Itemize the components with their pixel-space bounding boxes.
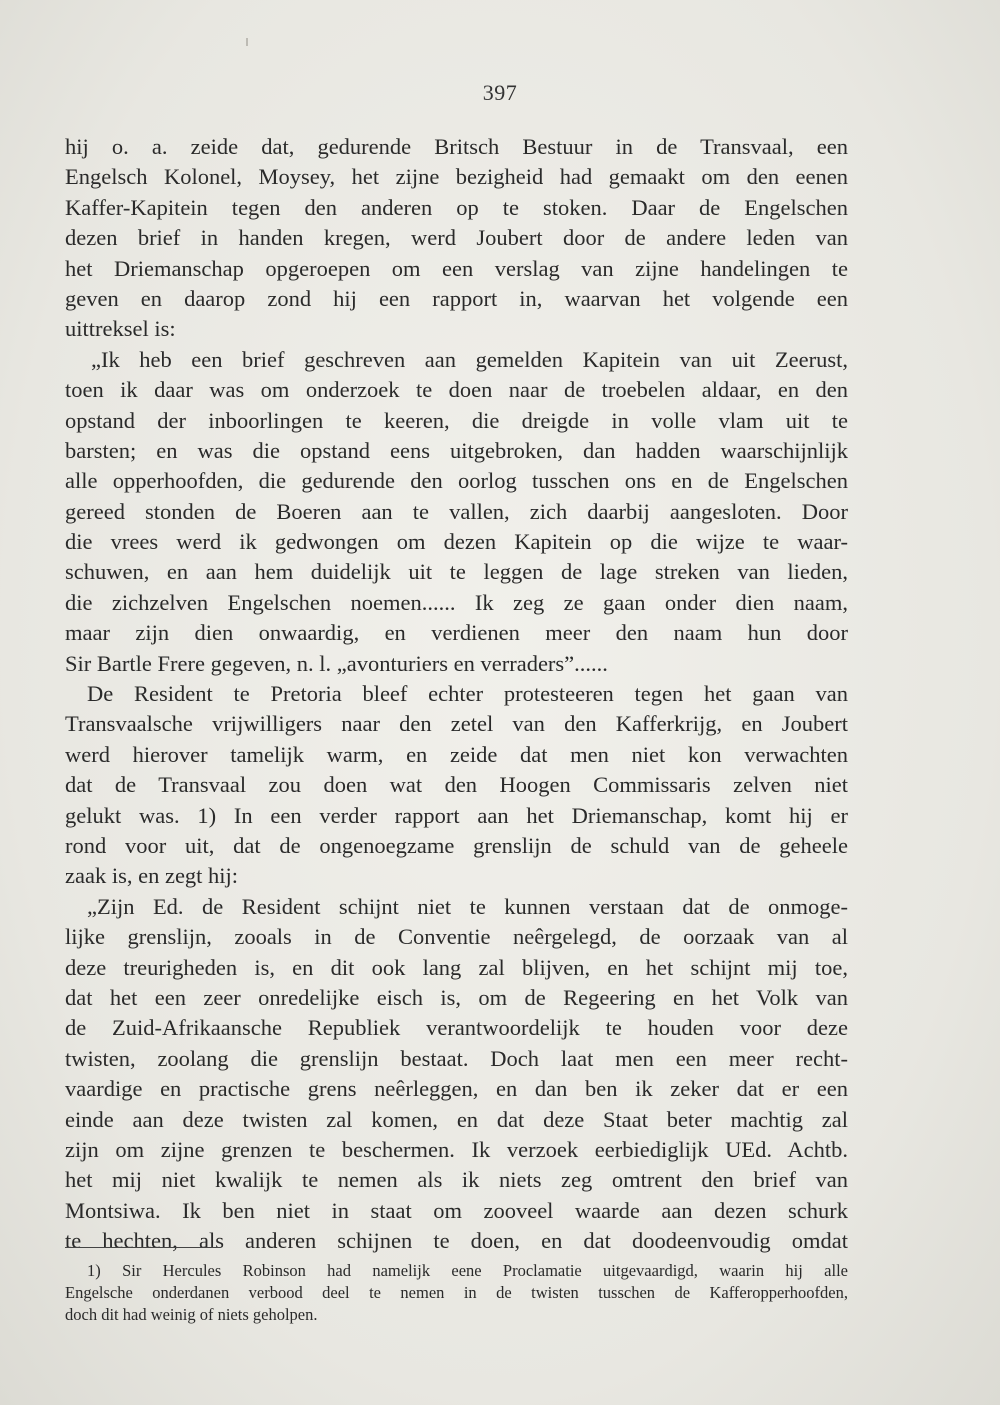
- text-line: opstand der inboorlingen te keeren, die dreigde in volle vlam uit te: [65, 407, 848, 433]
- text-line: de Zuid-Afrikaansche Republiek verantwoordelijk te houden voor deze: [65, 1015, 848, 1041]
- text-line: Engelsch Kolonel, Moysey, het zijne bezigheid had gemaakt om den eenen: [65, 164, 848, 190]
- footnote-line: Engelsche onderdanen verbood deel te nemen in de twisten tusschen de Kafferopperhoofden,: [65, 1283, 848, 1302]
- text-line: geven en daarop zond hij een rapport in, waarvan het volgende een: [65, 285, 848, 311]
- text-line: „Ik heb een brief geschreven aan gemelden Kapitein van uit Zeerust,: [91, 346, 848, 372]
- text-line: zijn om zijne grenzen te beschermen. Ik verzoek eerbiediglijk UEd. Achtb.: [65, 1136, 848, 1162]
- text-line: gelukt was. 1) In een verder rapport aan het Driemanschap, komt hij er: [65, 802, 848, 828]
- text-line: zaak is, en zegt hij:: [65, 863, 239, 889]
- text-line: hij o. a. zeide dat, gedurende Britsch Bestuur in de Transvaal, een: [65, 134, 848, 159]
- text-line: toen ik daar was om onderzoek te doen naar de troebelen aldaar, en den: [65, 377, 848, 403]
- text-line: De Resident te Pretoria bleef echter protesteeren tegen het gaan van: [87, 681, 848, 707]
- footnotes: [65, 1260, 848, 1326]
- text-line: twisten, zoolang die grenslijn bestaat. Doch laat men een meer recht-: [65, 1045, 848, 1071]
- text-line: „Zijn Ed. de Resident schijnt niet te kunnen verstaan dat de onmoge-: [87, 893, 848, 919]
- body-text: [65, 132, 848, 1256]
- text-line: dat het een zeer onredelijke eisch is, om de Regeering en het Volk van: [65, 984, 848, 1010]
- text-line: werd hierover tamelijk warm, en zeide dat men niet kon verwachten: [65, 741, 848, 767]
- text-line: vaardige en practische grens neêrleggen, en dan ben ik zeker dat er een: [65, 1076, 848, 1102]
- page-number: 397: [482, 80, 518, 105]
- paper-speck: [246, 38, 248, 46]
- text-line: alle opperhoofden, die gedurende den oorlog tusschen ons en de Engelschen: [65, 468, 848, 494]
- text-line: uittreksel is:: [65, 316, 176, 342]
- text-line: Transvaalsche vrijwilligers naar den zetel van den Kafferkrijg, en Joubert: [65, 711, 848, 737]
- footnote-line: 1) Sir Hercules Robinson had namelijk eene Proclamatie uitgevaardigd, waarin hij alle: [87, 1261, 848, 1280]
- text-line: maar zijn dien onwaardig, en verdienen meer den naam hun door: [65, 620, 848, 646]
- text-line: die zichzelven Engelschen noemen...... Ik zeg ze gaan onder dien naam,: [65, 589, 848, 615]
- text-line: deze treurigheden is, en dit ook lang zal blijven, en het schijnt mij toe,: [65, 954, 848, 980]
- text-line: barsten; en was die opstand eens uitgebroken, dan hadden waarschijnlijk: [65, 437, 848, 463]
- text-line: schuwen, en aan hem duidelijk uit te leggen de lage streken van lieden,: [65, 559, 848, 585]
- text-line: Sir Bartle Frere gegeven, n. l. „avonturiers en verraders”......: [65, 650, 608, 676]
- text-line: Kaffer-Kapitein tegen den anderen op te stoken. Daar de Engelschen: [65, 194, 848, 220]
- text-line: dat de Transvaal zou doen wat den Hoogen Commissaris zelven niet: [65, 772, 848, 798]
- text-line: dezen brief in handen kregen, werd Joubert door de andere leden van: [65, 225, 848, 251]
- text-line: het mij niet kwalijk te nemen als ik niets zeg omtrent den brief van: [65, 1167, 848, 1193]
- text-line: rond voor uit, dat de ongenoegzame grenslijn de schuld van de geheele: [65, 832, 848, 858]
- text-line: einde aan deze twisten zal komen, en dat deze Staat beter machtig zal: [65, 1106, 848, 1132]
- text-line: Montsiwa. Ik ben niet in staat om zooveel waarde aan dezen schurk: [65, 1197, 848, 1223]
- text-line: het Driemanschap opgeroepen om een verslag van zijne handelingen te: [65, 255, 848, 281]
- text-line: gereed stonden de Boeren aan te vallen, zich daarbij aangesloten. Door: [65, 498, 848, 524]
- footnote-line: doch dit had weinig of niets geholpen.: [65, 1305, 318, 1324]
- text-line: die vrees werd ik gedwongen om dezen Kapitein op die wijze te waar-: [65, 529, 848, 555]
- text-line: lijke grenslijn, zooals in de Conventie neêrgelegd, de oorzaak van al: [65, 924, 848, 950]
- footnote-divider: [65, 1247, 220, 1248]
- text-line: te hechten, als anderen schijnen te doen, en dat doodeenvoudig omdat: [65, 1228, 848, 1254]
